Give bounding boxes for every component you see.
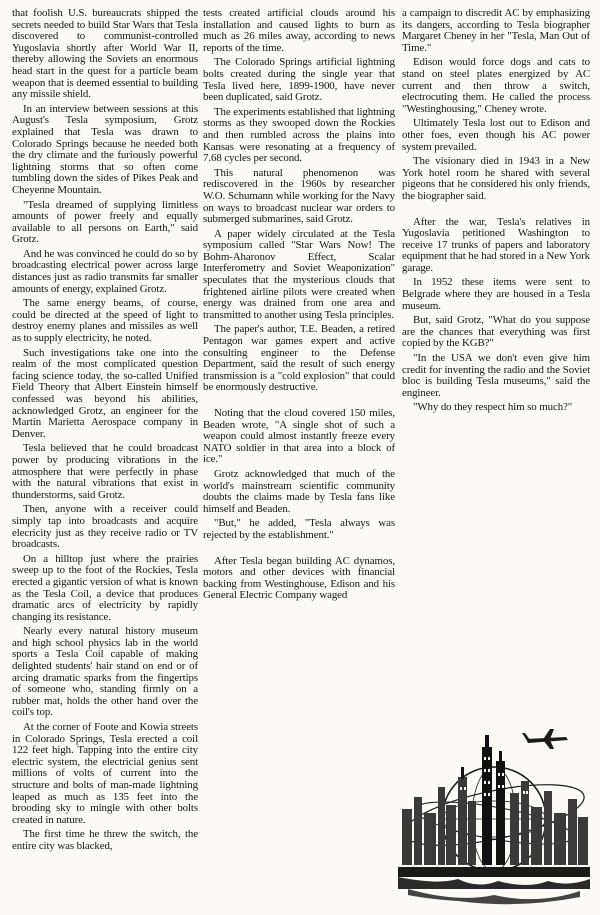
paragraph: After Tesla began building AC dynamos, motors and other devices with financial backing from Westinghouse, Edison and his General Electric Company waged [203,554,395,602]
paragraph: The Colorado Springs artificial lightning bolts created during the single year that Tesla lived here, 1899-1900, have never been duplicated, said Grotz. [203,56,395,104]
paragraph: a campaign to discredit AC by emphasizing its dangers, according to Tesla biographer Margaret Cheney in her "Tesla, Man Out of Time." [402,7,590,54]
paragraph: "Why do they respect him so much?" [413,401,573,414]
paragraph: tests created artificial clouds around his installation and caused lights to burn as much as 26 miles away, according to news reports of the time. [203,7,395,54]
article-column-2 [203,8,395,605]
paragraph: In 1952 these items were sent to Belgrade where they are housed in a Tesla museum. [402,276,590,312]
paragraph: The first time he threw the switch, the entire city was blacked, [12,828,198,852]
article-column-3 [402,8,590,417]
paragraph: Nearly every natural history museum and high school physics lab in the world sports a Tesla Coil capable of making delighted students' hair stand on end or of arcing dramatic sparks from the fingertips of someone who, standing firmly on a rubber mat, holds the other hand over the coil's top. [12,625,198,719]
paragraph: Ultimately Tesla lost out to Edison and other foes, even though his AC power system prevailed. [402,117,590,153]
paragraph: The visionary died in 1943 in a New York hotel room he shared with several pigeons that he considered his only friends, the biographer said. [402,155,590,202]
paragraph: The experiments established that lightning storms as they swooped down the Rockies and then rumbled across the plains into Kansas were resonating at a frequency of 7.68 cycles per second. [203,105,395,165]
paragraph: The paper's author, T.E. Beaden, a retired Pentagon war games expert and active consulting engineer to the Defense Department, said the result of such energy transmission is a "cold explosion" that could be enormously destructive. [203,323,395,394]
city-skyline-globe-illustration [398,717,590,907]
paragraph: that foolish U.S. bureaucrats shipped the secrets needed to build Star Wars that Tesla discovered to communist-controlled Yugoslavia shortly after World War II, thereby allowing the Soviets an enormous head start in the quest for a particle beam weapon that is deemed essential to building any missile shield. [12,7,198,101]
paragraph: In an interview between sessions at this August's Tesla symposium, Grotz explained that Tesla was drawn to Colorado Springs because he needed both the dry climate and the furiously powerful lightning storms that so often come tumbling down the sides of Pikes Peak and Cheyenne Mountain. [12,102,198,196]
paragraph: Tesla believed that he could broadcast power by producing vibrations in the atmosphere that were perfectly in phase with the natural vibrations that exist in thunderstorms, said Grotz. [12,442,198,501]
paragraph: After the war, Tesla's relatives in Yugoslavia petitioned Washington to receive 17 trunks of papers and laboratory equipment that he had stored in a New York garage. [402,215,590,274]
article-column-1 [12,8,198,856]
paragraph: Grotz acknowledged that much of the world's mainstream scientific community doubts the claims made by Tesla fans like himself and Beaden. [203,467,395,515]
paragraph: A paper widely circulated at the Tesla symposium called "Star Wars Now! The Bohm-Aharonov Effect, Scalar Interferometry and Soviet Weaponization" speculates that the mysterious clouds that frightened airline pilots were created when energy was drained from one area and transmitted to another using Tesla principles. [203,227,395,321]
paragraph: "Tesla dreamed of supplying limitless amounts of power freely and equally available to all persons on Earth," said Grotz. [12,198,198,246]
paragraph: "But," he added, "Tesla always was rejected by the establishment." [203,517,395,541]
paragraph: At the corner of Foote and Kowia streets in Colorado Springs, Tesla erected a coil 122 feet high. Tapping into the entire city electric system, the electricial genius sent millions of volts of current into the structure and bolts of man-made lightning leaped as much as 135 feet into the brooding sky to mingle with other bolts created in nature. [12,721,198,826]
paragraph: "In the USA we don't even give him credit for inventing the radio and the Soviet bloc is building Tesla museums," said the engineer. [402,352,590,399]
paragraph: On a hilltop just where the prairies sweep up to the foot of the Rockies, Tesla erected a gigantic version of what is known as the Tesla Coil, a device that produces dramatic arcs of electricity by rapidly changing its resistance. [12,552,198,623]
paragraph: This natural phenomenon was rediscovered in the 1960s by researcher W.O. Schumann while working for the Navy on ways to broadcast nuclear war orders to submerged submarines, said Grotz. [203,166,395,226]
paragraph: Edison would force dogs and cats to stand on steel plates energized by AC current and then throw a switch, electrocuting them. He called the process "Westinghousing," Cheney wrote. [402,56,590,115]
paragraph: Noting that the cloud covered 150 miles, Beaden wrote, "A single shot of such a weapon could almost instantly freeze every NATO soldier in that area into a block of ice." [203,407,395,466]
paragraph: Such investigations take one into the realm of the most complicated question facing science today, the so-called Unified Field Theory that Albert Einstein himself confessed was beyond his abilities, acknowledged Grotz, an engineer for the Martin Marietta Aerospace company in Denver. [12,346,198,440]
paragraph: But, said Grotz, "What do you suppose are the chances that everything was first copied by the KGB?" [402,314,590,350]
paragraph: The same energy beams, of course, could be directed at the speed of light to destroy enemy planes and missiles as well as to supply electricity, he noted. [12,297,198,345]
paragraph: And he was convinced he could do so by broadcasting electrical power across large distances just as radio transmits far smaller amounts of energy, explained Grotz. [12,247,198,295]
paragraph: Then, anyone with a receiver could simply tap into broadcasts and acquire elecricity just as they receive radio or TV broadcasts. [12,503,198,551]
